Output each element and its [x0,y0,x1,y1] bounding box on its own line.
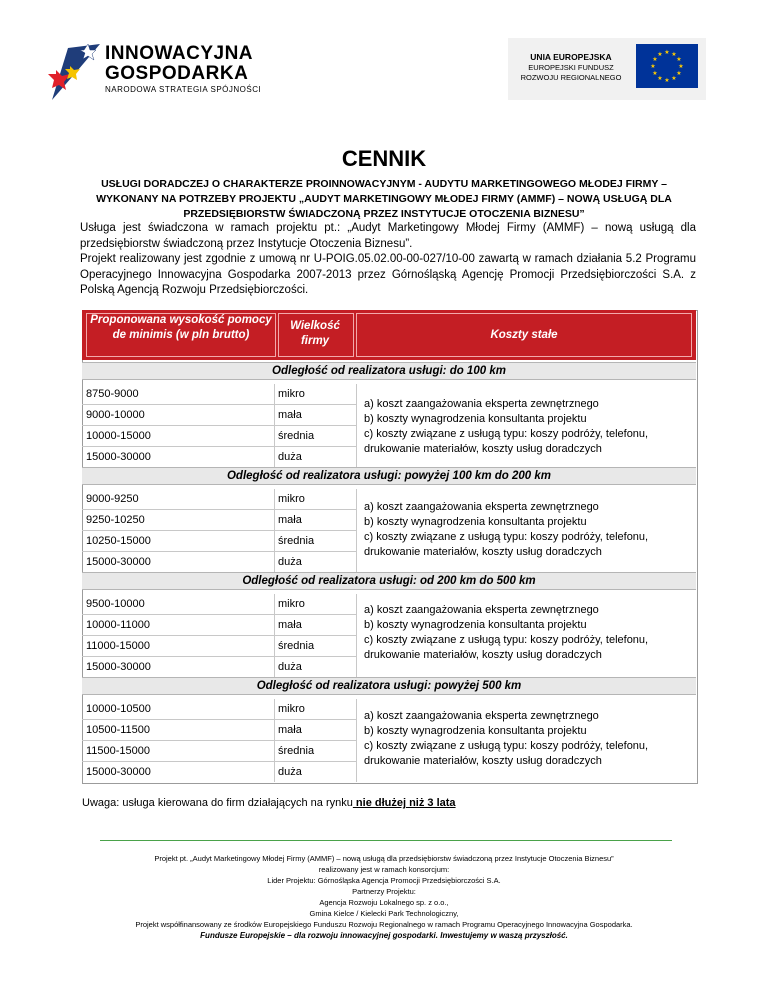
footer-slogan: Fundusze Europejskie – dla rozwoju innowacyjnej gospodarki. Inwestujemy w waszą przyszłość. [200,931,568,940]
section-title: Odległość od realizatora usługi: powyżej 100 km do 200 km [82,467,696,485]
cost-item: b) koszty wynagrodzenia konsultanta projektu [364,725,587,737]
cost-item: drukowanie materiałów, koszty usług doradczych [364,443,602,455]
table-row [82,510,356,531]
row-amount: 9000-9250 [86,493,139,505]
column-divider [274,384,275,467]
svg-text:★: ★ [676,56,682,63]
section-title: Odległość od realizatora usługi: do 100 km [82,362,696,380]
logo-subtitle: NARODOWA STRATEGIA SPÓJNOŚCI [105,85,262,94]
row-size: mała [278,514,302,526]
costs-list [364,603,694,663]
svg-text:★: ★ [664,49,670,56]
column-divider [356,699,357,782]
row-size: duża [278,661,302,673]
header-aid-amount: Proponowana wysokość pomocy de minimis (w pln brutto) [90,314,272,341]
intro-paragraph-2: Projekt realizowany jest zgodnie z umową nr U-POIG.05.02.00-00-027/10-00 zawartą w ramach działania 5.2 Programu Operacyjnego Innowacyjna Gospodarka 2007-2013 przez Górnośląską Agencję Promocji Przedsiębiorczości S.A. z Polską Agencją Rozwoju Przedsiębiorczości. [80,253,696,296]
cost-item: c) koszty związane z usługą typu: koszy podróży, telefonu, [364,634,649,646]
table-header [82,310,696,360]
column-divider [274,699,275,782]
table-row [82,699,356,720]
cost-item: b) koszty wynagrodzenia konsultanta projektu [364,516,587,528]
column-divider [356,489,357,572]
row-size: mikro [278,493,305,505]
table-row [82,447,356,468]
row-amount: 9000-10000 [86,409,145,421]
row-size: duża [278,451,302,463]
row-amount: 15000-30000 [86,661,151,673]
svg-text:★: ★ [652,70,658,77]
row-size: mikro [278,598,305,610]
row-amount: 9250-10250 [86,514,145,526]
eu-logo-line3: ROZWOJU REGIONALNEGO [520,73,622,82]
cost-item: c) koszty związane z usługą typu: koszy podróży, telefonu, [364,740,649,752]
row-amount: 15000-30000 [86,766,151,778]
row-amount: 10000-15000 [86,430,151,442]
row-amount: 11000-15000 [86,640,151,652]
row-size: mała [278,619,302,631]
costs-list [364,500,694,560]
row-size: mikro [278,703,305,715]
section-title: Odległość od realizatora usługi: powyżej 500 km [82,677,696,695]
footer-line: Partnerzy Projektu: [352,887,416,896]
footer-line: Gmina Kielce / Kielecki Park Technologiczny, [309,909,459,918]
row-amount: 10250-15000 [86,535,151,547]
footer-line: Lider Projektu: Górnośląska Agencja Promocji Przedsiębiorczości S.A. [267,876,501,885]
cost-item: b) koszty wynagrodzenia konsultanta projektu [364,619,587,631]
note [82,797,456,809]
table-row [82,615,356,636]
cost-item: b) koszty wynagrodzenia konsultanta projektu [364,413,587,425]
cost-item: c) koszty związane z usługą typu: koszy podróży, telefonu, [364,428,649,440]
logo-line1: INNOWACYJNA [105,43,254,64]
footer-line: Agencja Rozwoju Lokalnego sp. z o.o., [319,898,449,907]
table-row [82,762,356,783]
svg-text:★: ★ [671,75,677,82]
row-amount: 10000-10500 [86,703,151,715]
footer-divider [100,840,672,841]
row-size: mała [278,409,302,421]
table-row [82,426,356,447]
column-divider [274,594,275,677]
row-size: mikro [278,388,305,400]
intro-paragraph-1: Usługa jest świadczona w ramach projektu pt.: „Audyt Marketingowy Młodej Firmy (AMMF) – nową usługą dla przedsiębiorstw świadczoną przez Instytucje Otoczenia Biznesu”. [80,222,696,250]
row-size: mała [278,724,302,736]
svg-text:★: ★ [676,70,682,77]
row-size: średnia [278,640,315,652]
row-amount: 15000-30000 [86,556,151,568]
note-emphasis: nie dłużej niż 3 lata [352,797,456,809]
footer-line: Projekt pt. „Audyt Marketingowy Młodej Firmy (AMMF) – nową usługą dla przedsiębiorstw świadczoną przez Instytucje Otoczenia Biznesu” [154,854,614,863]
cost-item: a) koszt zaangażowania eksperta zewnętrznego [364,398,599,410]
cost-item: a) koszt zaangażowania eksperta zewnętrznego [364,710,599,722]
row-size: duża [278,556,302,568]
cost-item: drukowanie materiałów, koszty usług doradczych [364,755,602,767]
costs-list [364,397,694,457]
svg-text:★: ★ [650,63,656,70]
svg-text:★: ★ [678,63,684,70]
header-fixed-costs: Koszty stałe [490,329,558,341]
table-row [82,741,356,762]
row-amount: 10000-11000 [86,619,151,631]
row-size: duża [278,766,302,778]
row-amount: 11500-15000 [86,745,151,757]
svg-text:★: ★ [652,56,658,63]
eu-flag-icon [636,44,698,88]
table-row [82,405,356,426]
table-row [82,531,356,552]
page-title: CENNIK [341,146,427,171]
row-amount: 15000-30000 [86,451,151,463]
row-size: średnia [278,430,315,442]
cost-item: c) koszty związane z usługą typu: koszy podróży, telefonu, [364,531,649,543]
row-size: średnia [278,535,315,547]
table-row [82,594,356,615]
table-row [82,489,356,510]
row-amount: 8750-9000 [86,388,139,400]
table-row [82,552,356,573]
page-subtitle: USŁUGI DORADCZEJ O CHARAKTERZE PROINNOWACYJNYM - AUDYTU MARKETINGOWEGO MŁODEJ FIRMY – WYKONANY NA POTRZEBY PROJEKTU „AUDYT MARKETINGOWY MŁODEJ FIRMY (AMMF) – NOWĄ USŁUGĄ DLA PRZEDSIĘBIORSTW ŚWIADCZONĄ PRZEZ INSTYTUCJE OTOCZENIA BIZNESU” [96,178,672,220]
eu-logo-line2: EUROPEJSKI FUNDUSZ [528,63,614,72]
svg-text:★: ★ [671,51,677,58]
eu-logo-line1: UNIA EUROPEJSKA [530,52,612,62]
table-row [82,384,356,405]
innowacyjna-gospodarka-logo-icon [48,40,104,102]
svg-text:★: ★ [664,77,670,84]
svg-text:★: ★ [657,75,663,82]
logo-line2: GOSPODARKA [105,63,249,84]
row-amount: 9500-10000 [86,598,145,610]
intro-text [80,221,696,299]
column-divider [356,384,357,467]
section-title: Odległość od realizatora usługi: od 200 km do 500 km [82,572,696,590]
cost-item: drukowanie materiałów, koszty usług doradczych [364,649,602,661]
row-amount: 10500-11500 [86,724,151,736]
footer-line: Projekt współfinansowany ze środków Europejskiego Funduszu Rozwoju Regionalnego w ramach Programu Operacyjnego Innowacyjna Gospodarka. [135,920,633,929]
table-row [82,657,356,678]
svg-text:★: ★ [657,51,663,58]
cost-item: a) koszt zaangażowania eksperta zewnętrznego [364,501,599,513]
table-row [82,636,356,657]
cost-item: drukowanie materiałów, koszty usług doradczych [364,546,602,558]
row-size: średnia [278,745,315,757]
header-company-size: Wielkość firmy [290,320,340,347]
note-text: Uwaga: usługa kierowana do firm działających na rynku [82,797,353,809]
costs-list [364,709,694,769]
footer-line: realizowany jest w ramach konsorcjum: [318,865,450,874]
column-divider [356,594,357,677]
cost-item: a) koszt zaangażowania eksperta zewnętrznego [364,604,599,616]
column-divider [274,489,275,572]
table-row [82,720,356,741]
